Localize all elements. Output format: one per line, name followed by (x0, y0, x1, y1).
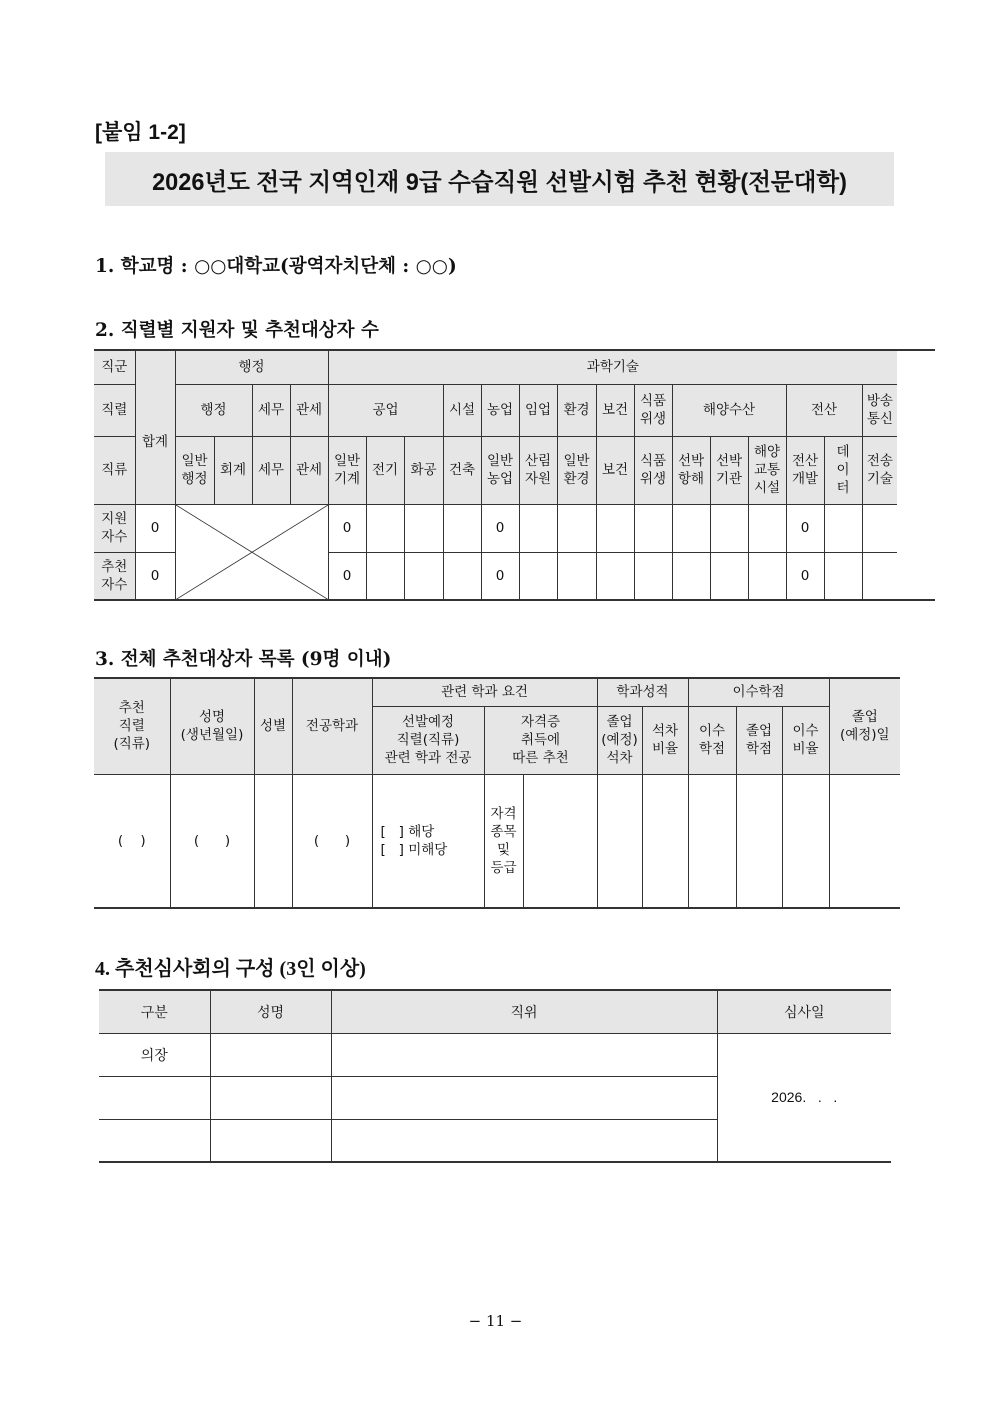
value-cell[interactable] (710, 552, 748, 600)
recommended-candidates-table (94, 677, 900, 909)
series-computing: 전산 (786, 384, 862, 436)
header-grades: 학과성적 (597, 678, 688, 706)
section-3-heading: 3. 전체 추천대상자 목록 (9명 이내) (95, 649, 392, 670)
candidate-major-field[interactable]: ( ) (292, 774, 372, 908)
series-broadcasting: 방송 통신 (862, 384, 897, 436)
committee-position-field[interactable] (331, 1076, 717, 1119)
applicants-label: 지원 자수 (94, 504, 135, 552)
series-environment: 환경 (557, 384, 596, 436)
header-grad-date: 졸업 (예정)일 (829, 678, 900, 774)
header-rank-ratio: 석차 비율 (642, 706, 688, 774)
not-applicable-checkbox[interactable]: [ ] 미해당 (380, 841, 448, 858)
value-cell[interactable] (443, 504, 481, 552)
value-cell[interactable] (748, 504, 786, 552)
series-agriculture: 농업 (481, 384, 519, 436)
series-food-hygiene: 식품 위생 (634, 384, 672, 436)
committee-role[interactable] (99, 1076, 210, 1119)
header-gender: 성별 (254, 678, 292, 774)
class-header: 일반 환경 (557, 436, 596, 504)
class-header: 전기 (366, 436, 404, 504)
class-header: 건축 (443, 436, 481, 504)
value-cell[interactable] (596, 504, 634, 552)
header-name: 성명 (생년월일) (170, 678, 254, 774)
value-cell[interactable] (748, 552, 786, 600)
class-header: 보건 (596, 436, 634, 504)
total-header: 합계 (135, 350, 175, 504)
committee-role[interactable] (99, 1119, 210, 1162)
cross-out-mark (176, 505, 328, 600)
document-title: 2026년도 전국 지역인재 9급 수습직원 선발시험 추천 현황(전문대학) (152, 168, 847, 196)
section-2-heading: 2. 직렬별 지원자 및 추천대상자 수 (95, 320, 379, 341)
header-grad-credits: 졸업 학점 (736, 706, 782, 774)
header-related-major: 선발예정 직렬(직류) 관련 학과 전공 (372, 706, 484, 774)
value-cell[interactable]: 0 (481, 504, 519, 552)
committee-role: 의장 (99, 1033, 210, 1076)
applicable-checkbox[interactable]: [ ] 해당 (380, 823, 435, 840)
header-member-name: 성명 (210, 990, 331, 1033)
applicants-total[interactable]: 0 (135, 504, 175, 552)
value-cell[interactable] (710, 504, 748, 552)
header-earned-credits: 이수 학점 (688, 706, 736, 774)
candidate-position-field[interactable]: ( ) (94, 774, 170, 908)
value-cell[interactable] (404, 504, 443, 552)
value-cell[interactable] (672, 552, 710, 600)
value-cell[interactable]: 0 (328, 504, 366, 552)
value-cell[interactable] (519, 504, 557, 552)
candidate-gender-field[interactable] (254, 774, 292, 908)
row-label-series: 직렬 (94, 384, 135, 436)
value-cell[interactable] (443, 552, 481, 600)
class-header: 전산 개발 (786, 436, 824, 504)
section-1-school-name: 1. 학교명 : ○○대학교(광역자치단체 : ○○) (95, 256, 457, 277)
series-facility: 시설 (443, 384, 481, 436)
header-major: 전공학과 (292, 678, 372, 774)
attachment-label: [붙임 1-2] (95, 121, 186, 144)
rank-ratio-field[interactable] (642, 774, 688, 908)
value-cell[interactable] (862, 504, 897, 552)
header-credits: 이수학점 (688, 678, 829, 706)
series-marine: 해양수산 (672, 384, 786, 436)
value-cell[interactable] (557, 552, 596, 600)
value-cell[interactable] (366, 504, 404, 552)
committee-name-field[interactable] (210, 1119, 331, 1162)
value-cell[interactable] (824, 552, 862, 600)
class-header: 일반 농업 (481, 436, 519, 504)
review-date-field[interactable]: 2026. . . (717, 1033, 891, 1162)
value-cell[interactable] (519, 552, 557, 600)
group-admin: 행정 (175, 350, 328, 384)
recommended-label: 추천 자수 (94, 552, 135, 600)
header-grad-rank: 졸업 (예정) 석차 (597, 706, 642, 774)
value-cell[interactable] (366, 552, 404, 600)
value-cell[interactable] (596, 552, 634, 600)
value-cell[interactable]: 0 (481, 552, 519, 600)
class-header: 일반 기계 (328, 436, 366, 504)
class-header: 관세 (290, 436, 328, 504)
class-header: 산림 자원 (519, 436, 557, 504)
class-header: 선박 기관 (710, 436, 748, 504)
header-credit-ratio: 이수 비율 (782, 706, 829, 774)
cert-type-label: 자격 종목 및 등급 (484, 774, 523, 908)
row-label-class: 직류 (94, 436, 135, 504)
value-cell[interactable] (404, 552, 443, 600)
class-header: 데 이 터 (824, 436, 862, 504)
candidate-row (94, 774, 900, 908)
related-major-checkboxes (372, 774, 484, 908)
grad-rank-field[interactable] (597, 774, 642, 908)
class-header: 화공 (404, 436, 443, 504)
class-header: 식품 위생 (634, 436, 672, 504)
header-member-position: 직위 (331, 990, 717, 1033)
value-cell[interactable] (672, 504, 710, 552)
class-header: 회계 (214, 436, 252, 504)
value-cell[interactable]: 0 (786, 552, 824, 600)
header-review-date: 심사일 (717, 990, 891, 1033)
applicants-row (94, 504, 935, 552)
series-industry: 공업 (328, 384, 443, 436)
document-title-bar (105, 152, 894, 206)
value-cell[interactable] (634, 552, 672, 600)
value-cell[interactable] (862, 552, 897, 600)
committee-position-field[interactable] (331, 1119, 717, 1162)
committee-row (99, 1033, 891, 1076)
series-customs: 관세 (290, 384, 328, 436)
value-cell[interactable]: 0 (786, 504, 824, 552)
header-position: 추천 직렬 (직류) (94, 678, 170, 774)
header-category: 구분 (99, 990, 210, 1033)
series-admin: 행정 (175, 384, 252, 436)
earned-credits-field[interactable] (688, 774, 736, 908)
value-cell[interactable] (634, 504, 672, 552)
series-tax: 세무 (252, 384, 290, 436)
class-header: 선박 항해 (672, 436, 710, 504)
series-health: 보건 (596, 384, 634, 436)
grad-credits-field[interactable] (736, 774, 782, 908)
row-label-group: 직군 (94, 350, 135, 384)
candidate-name-field[interactable]: ( ) (170, 774, 254, 908)
value-cell[interactable] (557, 504, 596, 552)
grad-date-field[interactable] (829, 774, 900, 908)
credit-ratio-field[interactable] (782, 774, 829, 908)
applicant-count-table (94, 349, 935, 601)
class-header: 해양 교통 시설 (748, 436, 786, 504)
group-science-tech: 과학기술 (328, 350, 897, 384)
admin-crossed-out-cell (175, 504, 328, 600)
page-number: − 11 − (468, 1312, 523, 1330)
recommended-total[interactable]: 0 (135, 552, 175, 600)
header-related-requirements: 관련 학과 요건 (372, 678, 597, 706)
class-header: 세무 (252, 436, 290, 504)
cert-type-field[interactable] (523, 774, 597, 908)
committee-name-field[interactable] (210, 1033, 331, 1076)
value-cell[interactable]: 0 (328, 552, 366, 600)
value-cell[interactable] (824, 504, 862, 552)
committee-position-field[interactable] (331, 1033, 717, 1076)
series-forestry: 임업 (519, 384, 557, 436)
review-committee-table (99, 989, 891, 1163)
committee-name-field[interactable] (210, 1076, 331, 1119)
class-header: 일반 행정 (175, 436, 214, 504)
section-4-heading: 4. 추천심사회의 구성 (3인 이상) (95, 958, 366, 980)
header-certificate: 자격증 취득에 따른 추천 (484, 706, 597, 774)
class-header: 전송 기술 (862, 436, 897, 504)
